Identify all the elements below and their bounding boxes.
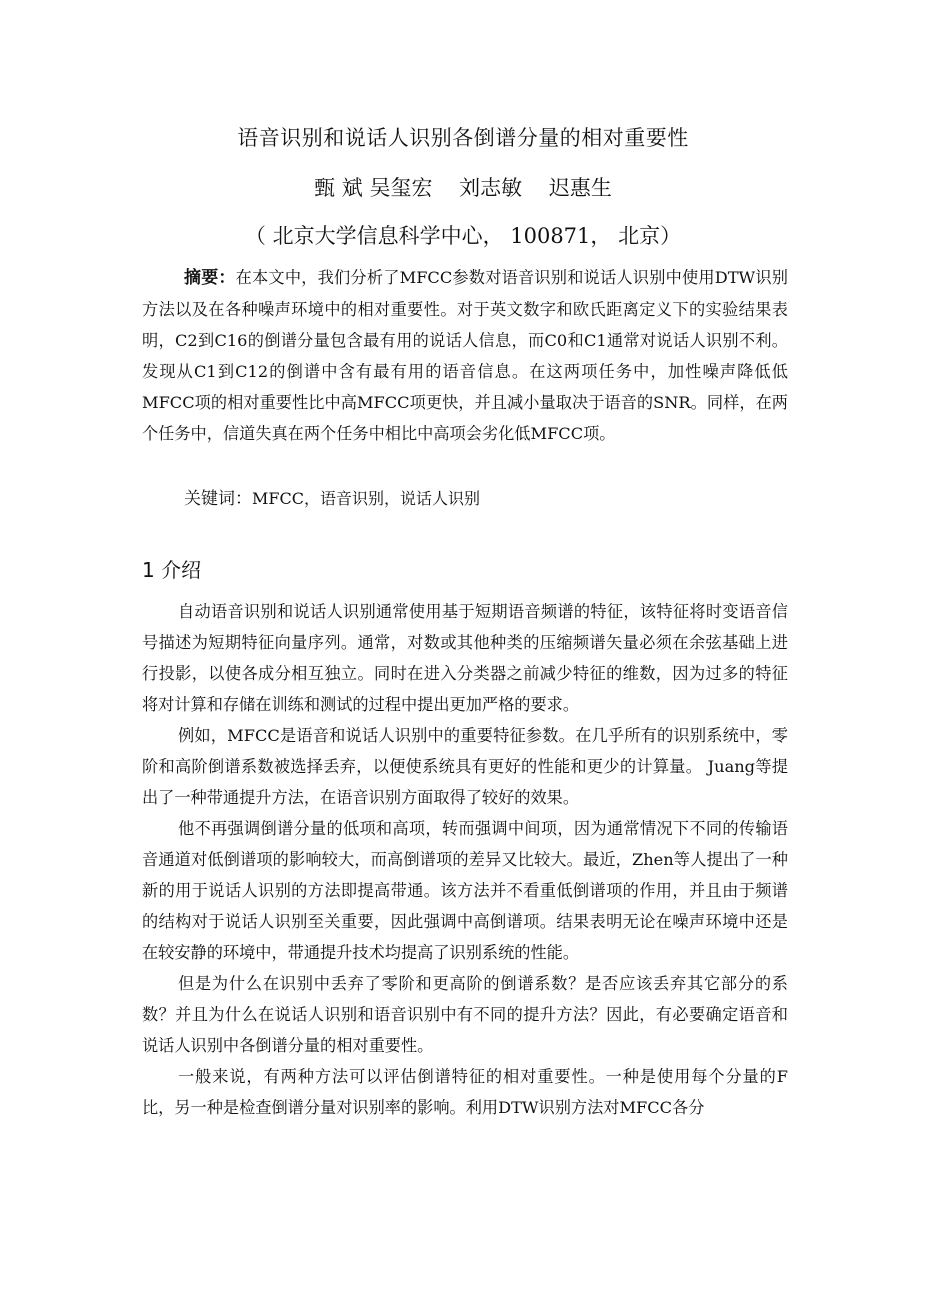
section-body xyxy=(142,596,788,1123)
body-paragraph: 他不再强调倒谱分量的低项和高项，转而强调中间项，因为通常情况下不同的传输语音通道对低倒谱项的影响较大，而高倒谱项的差异又比较大。最近，Zhen等人提出了一种新的用于说话人识别的方法即提高带通。该方法并不看重低倒谱项的作用，并且由于频谱的结构对于说话人识别至关重要，因此强调中高倒谱项。结果表明无论在噪声环境中还是在较安静的环境中，带通提升技术均提高了识别系统的性能。 xyxy=(142,819,788,962)
body-paragraph: 一般来说，有两种方法可以评估倒谱特征的相对重要性。一种是使用每个分量的F比，另一种是检查倒谱分量对识别率的影响。利用DTW识别方法对MFCC各分 xyxy=(142,1067,788,1117)
body-paragraph: 例如，MFCC是语音和说话人识别中的重要特征参数。在几乎所有的识别系统中，零阶和高阶倒谱系数被选择丢弃，以便使系统具有更好的性能和更少的计算量。 Juang等提出了一种带通提升方法，在语音识别方面取得了较好的效果。 xyxy=(142,726,788,807)
paper-affiliation: （ 北京大学信息科学中心， 100871， 北京） xyxy=(244,224,682,248)
abstract-label: 摘要： xyxy=(184,268,236,288)
keywords-text: MFCC，语音识别，说话人识别 xyxy=(252,489,480,508)
paper-title: 语音识别和说话人识别各倒谱分量的相对重要性 xyxy=(237,126,689,150)
abstract xyxy=(142,262,788,449)
abstract-text: 在本文中，我们分析了MFCC参数对语音识别和说话人识别中使用DTW识别方法以及在各种噪声环境中的相对重要性。对于英文数字和欧氏距离定义下的实验结果表明，C2到C16的倒谱分量包含最有用的说话人信息，而C0和C1通常对说话人识别不利。发现从C1到C12的倒谱中含有最有用的语音信息。在这两项任务中，加性噪声降低低MFCC项的相对重要性比中高MFCC项更快，并且减小量取决于语音的SNR。同样，在两个任务中，信道失真在两个任务中相比中高项会劣化低MFCC项。 xyxy=(142,268,788,443)
keywords xyxy=(184,483,480,515)
paper-authors: 甄 斌 吴玺宏 刘志敏 迟惠生 xyxy=(314,176,612,200)
body-paragraph: 但是为什么在识别中丢弃了零阶和更高阶的倒谱系数？是否应该丢弃其它部分的系数？并且为什么在说话人识别和语音识别中有不同的提升方法？因此，有必要确定语音和说话人识别中各倒谱分量的相对重要性。 xyxy=(142,974,788,1055)
body-paragraph: 自动语音识别和说话人识别通常使用基于短期语音频谱的特征，该特征将时变语音信号描述为短期特征向量序列。通常，对数或其他种类的压缩频谱矢量必须在余弦基础上进行投影，以使各成分相互独立。同时在进入分类器之前减少特征的维数，因为过多的特征将对计算和存储在训练和测试的过程中提出更加严格的要求。 xyxy=(142,602,788,714)
section-heading: 1 介绍 xyxy=(142,558,202,582)
keywords-label: 关键词： xyxy=(184,489,252,509)
